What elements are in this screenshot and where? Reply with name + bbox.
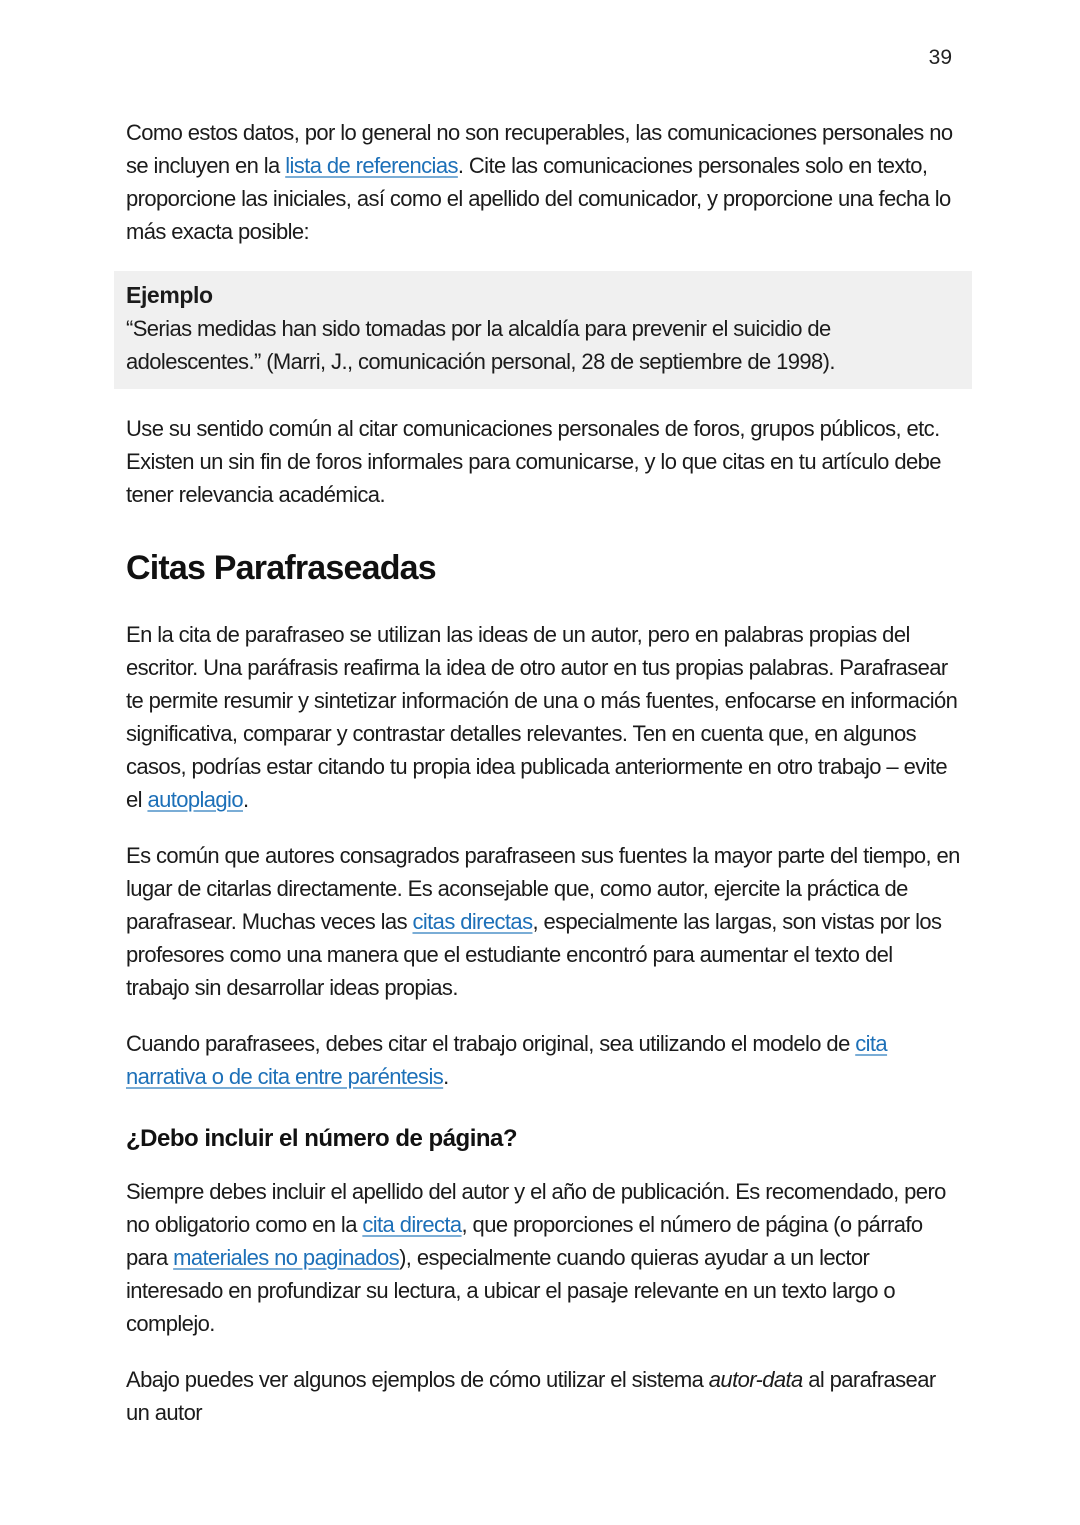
paragraph-text: Siempre debes incluir el apellido del autor y el año de publicación. Es recomendado, pero no obligatorio como en la <box>126 1179 946 1237</box>
example-box-title: Ejemplo <box>126 282 213 308</box>
paragraph-text: al parafrasear un autor <box>126 1367 936 1425</box>
example-box-body: “Serias medidas han sido tomadas por la alcaldía para prevenir el suicidio de adolescentes.” (Marri, J., comunicación personal, 28 de septiembre de 1998). <box>126 316 835 374</box>
paragraph-text: Cuando parafrasees, debes citar el trabajo original, sea utilizando el modelo de <box>126 1031 856 1056</box>
paragraph-text: En la cita de parafraseo se utilizan las ideas de un autor, pero en palabras propias del escritor. Una paráfrasis reafirma la idea de otro autor en tus propias palabras. Parafrasear te permite resumir y sintetizar información de una o más fuentes, enfocarse en información significativa, comparar y contrastar detalles relevantes. Ten en cuenta que, en algunos casos, podrías estar citando tu propia idea publicada anteriormente en otro trabajo – evite el <box>126 622 958 812</box>
paragraph-text: , que proporciones el número de página (o párrafo para <box>126 1212 923 1270</box>
paragraph-text: Es común que autores consagrados parafraseen sus fuentes la mayor parte del tiempo, en lugar de citarlas directamente. Es aconsejable que, como autor, ejercite la práctica de parafrasear. Muchas veces las <box>126 843 960 934</box>
link-cita-narrativa-o-parentesis[interactable]: cita narrativa o de cita entre paréntesis <box>126 1031 888 1089</box>
paragraph-paraphrase-intro <box>126 618 960 816</box>
paragraph-page-number-advice <box>126 1175 960 1340</box>
paragraph-text: ), especialmente cuando quieras ayudar a un lector interesado en profundizar su lectura, a ubicar el pasaje relevante en un texto largo o complejo. <box>126 1245 896 1336</box>
paragraph-text: Abajo puedes ver algunos ejemplos de cómo utilizar el sistema <box>126 1367 709 1392</box>
page-content <box>126 116 960 1452</box>
link-lista-de-referencias[interactable]: lista de referencias <box>285 153 458 178</box>
emphasized-term-autor-data: autor-data <box>708 1367 803 1392</box>
link-materiales-no-paginados[interactable]: materiales no paginados <box>173 1245 400 1270</box>
paragraph-text: . <box>443 1064 449 1089</box>
link-autoplagio[interactable]: autoplagio <box>147 787 243 812</box>
paragraph-examples-below <box>126 1363 960 1429</box>
paragraph-text: . <box>242 787 249 812</box>
subsection-heading-numero-de-pagina: ¿Debo incluir el número de página? <box>126 1125 518 1152</box>
paragraph-personal-communications <box>126 116 960 248</box>
section-heading-citas-parafraseadas: Citas Parafraseadas <box>126 549 436 587</box>
link-cita-directa[interactable]: cita directa <box>362 1212 462 1237</box>
example-box <box>114 271 972 389</box>
page-number: 39 <box>928 46 952 69</box>
paragraph-text: Como estos datos, por lo general no son recuperables, las comunicaciones personales no se incluyen en la <box>126 120 953 178</box>
paragraph-common-sense: Use su sentido común al citar comunicaciones personales de foros, grupos públicos, etc. Existen un sin fin de foros informales para comunicarse, y lo que citas en tu artículo debe tener relevancia académica. <box>126 416 941 507</box>
paragraph-consagrated-authors <box>126 839 960 1004</box>
paragraph-text: . Cite las comunicaciones personales solo en texto, proporcione las iniciales, así como el apellido del comunicador, y proporcione una fecha lo más exacta posible: <box>126 153 951 244</box>
paragraph-cite-original <box>126 1027 960 1093</box>
paragraph-text: , especialmente las largas, son vistas por los profesores como una manera que el estudiante encontró para aumentar el texto del trabajo sin desarrollar ideas propias. <box>126 909 942 1000</box>
link-citas-directas[interactable]: citas directas <box>412 909 533 934</box>
